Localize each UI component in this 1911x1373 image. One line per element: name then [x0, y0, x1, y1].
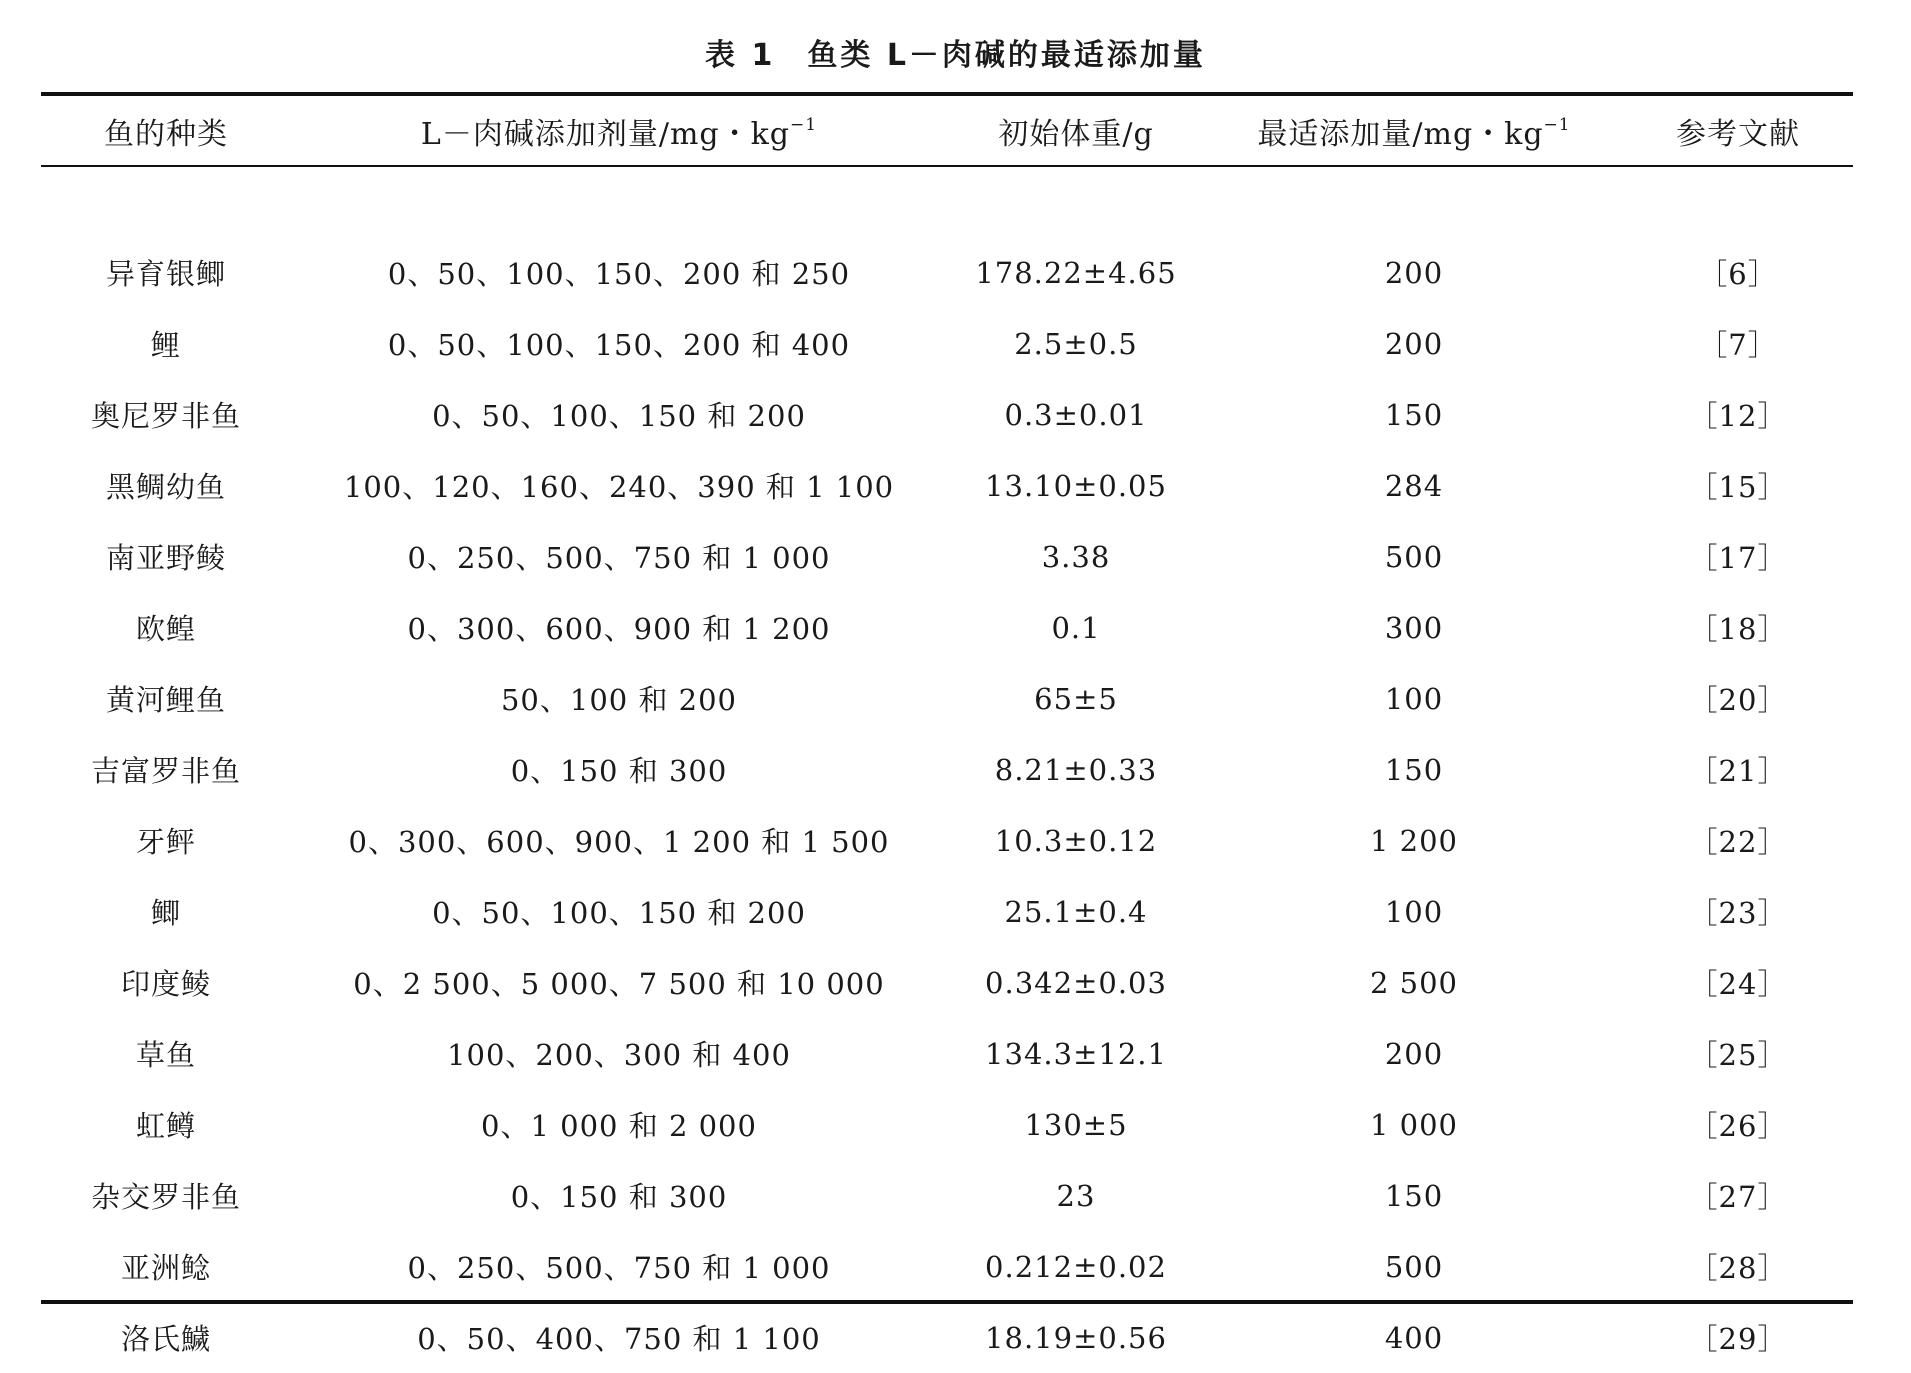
cell-reference: ［7］ — [1698, 328, 1778, 362]
cell-reference: ［26］ — [1688, 1109, 1788, 1143]
cell-reference: ［25］ — [1688, 1038, 1788, 1072]
cell-optimal: 1 000 — [1369, 1107, 1459, 1142]
cell-species: 欧鳇 — [135, 612, 196, 646]
cell-dose: 0、150 和 300 — [510, 1180, 728, 1214]
cell-dose: 0、50、100、150 和 200 — [432, 896, 806, 930]
cell-optimal: 150 — [1384, 397, 1444, 432]
cell-dose: 0、1 000 和 2 000 — [481, 1109, 757, 1143]
cell-initial-weight: 0.3±0.01 — [1004, 397, 1148, 432]
cell-optimal: 500 — [1384, 1249, 1444, 1284]
cell-optimal: 400 — [1384, 1320, 1444, 1355]
table-row — [41, 805, 1853, 876]
cell-reference: ［21］ — [1688, 754, 1788, 788]
header-optimal — [1205, 96, 1623, 166]
cell-initial-weight: 10.3±0.12 — [994, 823, 1158, 858]
cell-species: 杂交罗非鱼 — [90, 1180, 241, 1214]
cell-species: 奥尼罗非鱼 — [90, 399, 241, 433]
cell-initial-weight: 23 — [1056, 1178, 1096, 1213]
cell-reference: ［18］ — [1688, 612, 1788, 646]
table-row — [41, 947, 1853, 1018]
cell-reference: ［15］ — [1688, 470, 1788, 504]
cell-species: 鲤 — [150, 328, 181, 362]
cell-species: 洛氏鱥 — [120, 1322, 211, 1356]
table-row — [41, 450, 1853, 521]
table-header — [41, 96, 1853, 166]
table-body — [41, 166, 1853, 1373]
table-row — [41, 1302, 1853, 1373]
header-optimal-unit-exponent: −1 — [1543, 115, 1571, 135]
table-row — [41, 876, 1853, 947]
cell-reference: ［6］ — [1698, 257, 1778, 291]
cell-dose: 50、100 和 200 — [500, 683, 738, 717]
cell-initial-weight: 8.21±0.33 — [994, 752, 1158, 787]
cell-optimal: 300 — [1384, 610, 1444, 645]
cell-reference: ［28］ — [1688, 1251, 1788, 1285]
cell-dose: 0、150 和 300 — [510, 754, 728, 788]
cell-species: 虹鳟 — [135, 1109, 196, 1143]
cell-dose: 0、250、500、750 和 1 000 — [407, 1251, 831, 1285]
cell-species: 吉富罗非鱼 — [90, 754, 241, 788]
header-reference: 参考文献 — [1676, 117, 1800, 152]
header-rule-gap — [41, 166, 1853, 237]
cell-initial-weight: 0.212±0.02 — [985, 1249, 1167, 1284]
cell-reference: ［23］ — [1688, 896, 1788, 930]
header-dose-label: L－肉碱添加剂量/mg・kg — [420, 117, 790, 152]
cell-dose: 0、300、600、900 和 1 200 — [407, 612, 831, 646]
header-dose — [291, 96, 947, 166]
cell-initial-weight: 134.3±12.1 — [985, 1036, 1167, 1071]
table-row — [41, 592, 1853, 663]
cell-initial-weight: 0.342±0.03 — [985, 965, 1167, 1000]
cell-species: 异育银鲫 — [105, 257, 226, 291]
cell-dose: 0、50、400、750 和 1 100 — [417, 1322, 821, 1356]
cell-reference: ［29］ — [1688, 1322, 1788, 1356]
cell-reference: ［27］ — [1688, 1180, 1788, 1214]
cell-dose: 0、2 500、5 000、7 500 和 10 000 — [353, 967, 885, 1001]
cell-initial-weight: 18.19±0.56 — [985, 1320, 1167, 1355]
cell-dose: 0、50、100、150、200 和 400 — [387, 328, 851, 362]
cell-reference: ［17］ — [1688, 541, 1788, 575]
cell-optimal: 2 500 — [1369, 965, 1459, 1000]
cell-reference: ［24］ — [1688, 967, 1788, 1001]
cell-initial-weight: 130±5 — [1024, 1107, 1128, 1142]
cell-reference: ［12］ — [1688, 399, 1788, 433]
cell-optimal: 100 — [1384, 894, 1444, 929]
table-row — [41, 663, 1853, 734]
table-row — [41, 521, 1853, 592]
cell-optimal: 200 — [1384, 326, 1444, 361]
cell-optimal: 200 — [1384, 255, 1444, 290]
cell-species: 亚洲鲶 — [120, 1251, 211, 1285]
table-row — [41, 734, 1853, 805]
table-row — [41, 1089, 1853, 1160]
cell-species: 鲫 — [150, 896, 181, 930]
cell-initial-weight: 2.5±0.5 — [1014, 326, 1138, 361]
header-row — [41, 96, 1853, 166]
header-dose-unit-exponent: −1 — [790, 115, 818, 135]
table-row — [41, 1160, 1853, 1231]
cell-reference: ［20］ — [1688, 683, 1788, 717]
header-initial-weight: 初始体重/g — [998, 117, 1154, 152]
cell-species: 草鱼 — [135, 1038, 196, 1072]
cell-initial-weight: 178.22±4.65 — [975, 255, 1177, 290]
header-species: 鱼的种类 — [104, 117, 228, 152]
cell-initial-weight: 0.1 — [1051, 610, 1101, 645]
table-title: 鱼类 L－肉碱的最适添加量 — [807, 38, 1206, 73]
cell-optimal: 100 — [1384, 681, 1444, 716]
cell-initial-weight: 3.38 — [1041, 539, 1111, 574]
cell-dose: 0、250、500、750 和 1 000 — [407, 541, 831, 575]
table-row — [41, 1231, 1853, 1302]
cell-optimal: 500 — [1384, 539, 1444, 574]
header-optimal-label: 最适添加量/mg・kg — [1257, 117, 1544, 152]
cell-reference: ［22］ — [1688, 825, 1788, 859]
table-number: 表 1 — [705, 38, 776, 73]
table-row — [41, 237, 1853, 308]
cell-initial-weight: 65±5 — [1034, 681, 1118, 716]
cell-dose: 0、50、100、150、200 和 250 — [387, 257, 851, 291]
cell-optimal: 150 — [1384, 1178, 1444, 1213]
cell-species: 南亚野鲮 — [105, 541, 226, 575]
cell-optimal: 1 200 — [1369, 823, 1459, 858]
cell-dose: 100、200、300 和 400 — [447, 1038, 791, 1072]
table-caption — [0, 30, 1911, 74]
cell-optimal: 200 — [1384, 1036, 1444, 1071]
cell-species: 印度鲮 — [120, 967, 211, 1001]
cell-species: 黑鲷幼鱼 — [105, 470, 226, 504]
cell-dose: 100、120、160、240、390 和 1 100 — [343, 470, 895, 504]
cell-initial-weight: 13.10±0.05 — [985, 468, 1167, 503]
cell-species: 牙鲆 — [135, 825, 196, 859]
cell-species: 黄河鲤鱼 — [105, 683, 226, 717]
carnitine-table — [41, 96, 1853, 1373]
table-row — [41, 308, 1853, 379]
cell-initial-weight: 25.1±0.4 — [1004, 894, 1148, 929]
cell-optimal: 150 — [1384, 752, 1444, 787]
cell-dose: 0、300、600、900、1 200 和 1 500 — [348, 825, 890, 859]
header-rule-gap-cell — [41, 166, 1853, 237]
cell-optimal: 284 — [1384, 468, 1444, 503]
table-row — [41, 1018, 1853, 1089]
table-row — [41, 379, 1853, 450]
cell-dose: 0、50、100、150 和 200 — [432, 399, 806, 433]
